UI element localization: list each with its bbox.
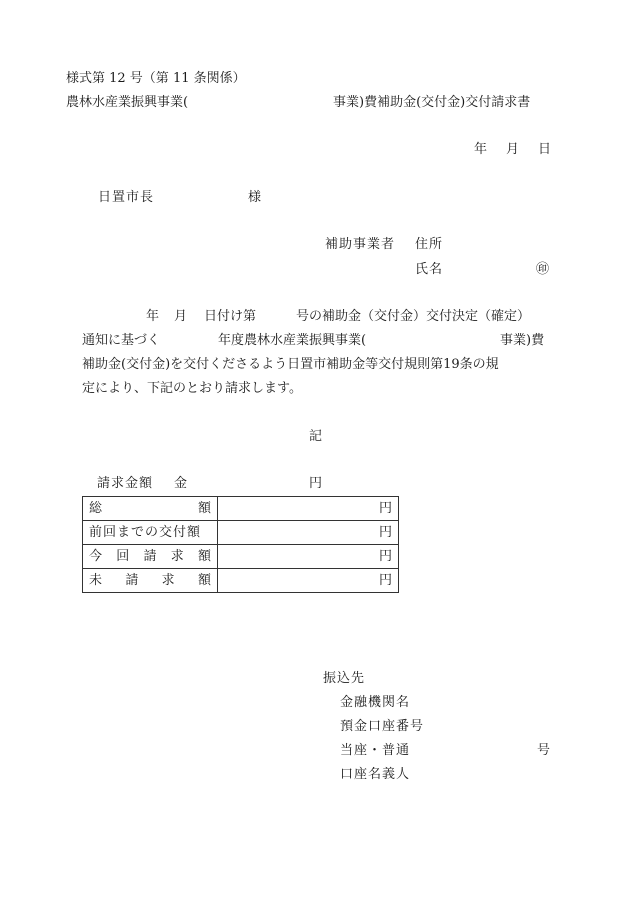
form-number: 様式第 12 号（第 11 条関係）	[66, 71, 246, 86]
applicant-address-label: 住所	[415, 237, 444, 252]
body-line2-cost: 事業)費	[500, 333, 545, 348]
table-row	[83, 545, 399, 569]
date-day: 日	[538, 142, 552, 157]
request-yen: 円	[309, 476, 323, 491]
row-unit: 円	[218, 521, 399, 545]
bank-heading: 振込先	[323, 671, 366, 686]
amount-table	[82, 496, 399, 593]
body-line1-dated: 日付け第	[204, 309, 257, 324]
document-title-part1: 農林水産業振興事業(	[66, 95, 189, 110]
row-label-unclaimed: 未 請 求 額	[83, 569, 218, 593]
bank-institution-label: 金融機関名	[340, 695, 411, 710]
row-label-total: 総 額	[83, 497, 218, 521]
table-row	[83, 569, 399, 593]
date-year: 年	[474, 142, 488, 157]
document-title-part2: 事業)費補助金(交付金)交付請求書	[333, 95, 531, 110]
table-row	[83, 497, 399, 521]
addressee-name: 日置市長	[98, 190, 155, 205]
request-amount-label: 請求金額	[97, 476, 154, 491]
request-kin: 金	[174, 476, 188, 491]
applicant-role: 補助事業者	[325, 237, 396, 252]
addressee-honorific: 様	[248, 190, 262, 205]
bank-account-number-label: 預金口座番号	[340, 719, 425, 734]
body-line1-year: 年	[146, 309, 160, 324]
body-line4: 定により、下記のとおり請求します。	[82, 381, 302, 396]
body-line1-month: 月	[174, 309, 188, 324]
row-unit: 円	[218, 569, 399, 593]
bank-account-holder-label: 口座名義人	[340, 767, 411, 782]
bank-account-type: 当座・普通	[340, 743, 411, 758]
body-line3: 補助金(交付金)を交付くださるよう日置市補助金等交付規則第19条の規	[82, 357, 499, 372]
seal-mark: ㊞	[536, 262, 550, 277]
table-row	[83, 521, 399, 545]
row-unit: 円	[218, 545, 399, 569]
date-month: 月	[506, 142, 520, 157]
body-line2-fiscal: 年度農林水産業振興事業(	[218, 333, 367, 348]
body-line1-decision: 号の補助金（交付金）交付決定（確定）	[296, 309, 531, 324]
body-line2-notice: 通知に基づく	[82, 333, 161, 348]
ki-heading: 記	[309, 429, 323, 444]
row-label-current: 今 回 請 求 額	[83, 545, 218, 569]
applicant-name-label: 氏名	[415, 262, 444, 277]
row-label-previous: 前回までの交付額	[83, 521, 218, 545]
row-unit: 円	[218, 497, 399, 521]
bank-number-suffix: 号	[537, 743, 551, 758]
